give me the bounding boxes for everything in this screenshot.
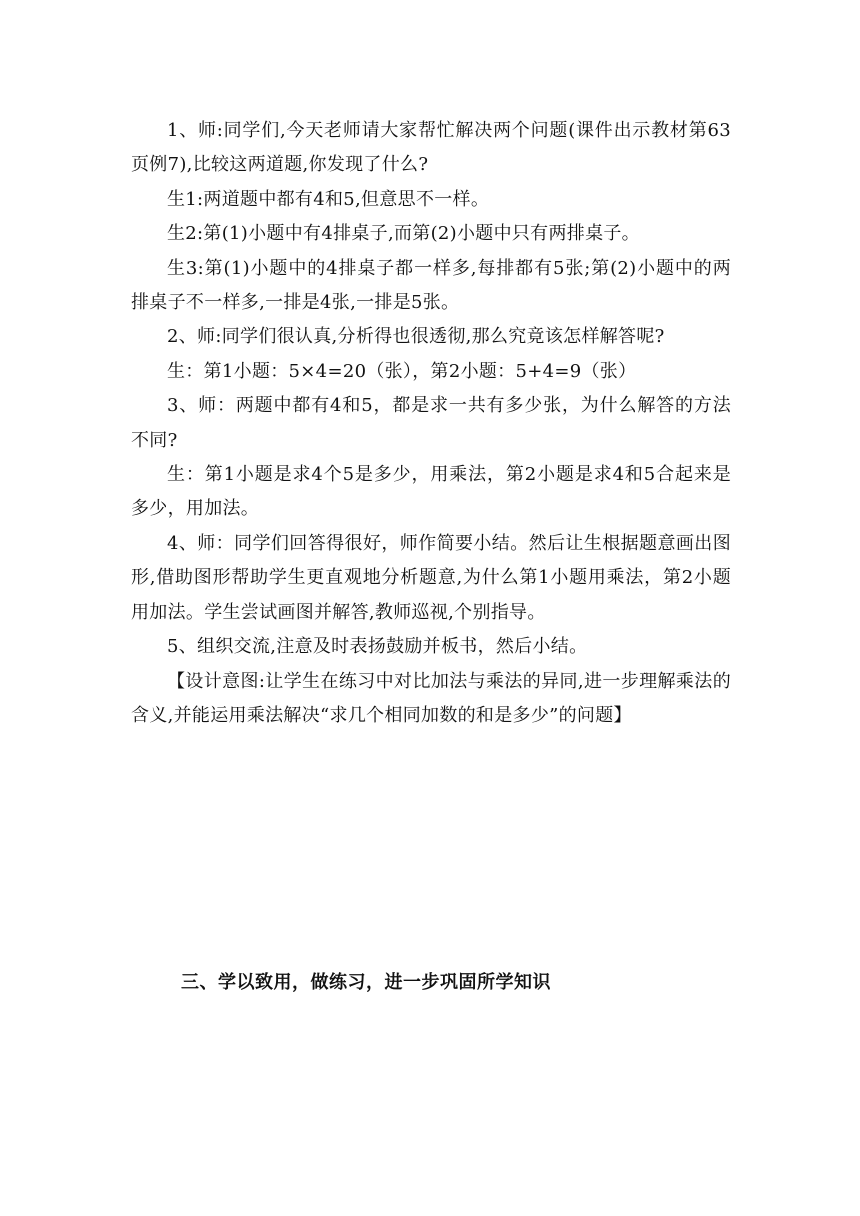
paragraph-student-answer-calc: 生：第1小题：5×4=20（张），第2小题：5+4=9（张） bbox=[167, 360, 637, 382]
paragraph-student-3: 生3:第(1)小题中的4排桌子都一样多,每排都有5张;第(2)小题中的两排桌子不一样多,一排是4张,一排是5张。 bbox=[131, 257, 731, 314]
paragraph-student-1: 生1:两道题中都有4和5,但意思不一样。 bbox=[167, 188, 490, 210]
paragraph-teacher-question-3: 3、师：两题中都有4和5，都是求一共有多少张，为什么解答的方法不同? bbox=[131, 395, 731, 451]
paragraph-teacher-question-1: 1、师:同学们,今天老师请大家帮忙解决两个问题(课件出示教材第63页例7),比较这两道题,你发现了什么? bbox=[131, 120, 731, 176]
paragraph-exchange: 5、组织交流,注意及时表扬鼓励并板书，然后小结。 bbox=[167, 636, 588, 658]
document-body bbox=[131, 114, 731, 733]
paragraph-student-answer-explain: 生：第1小题是求4个5是多少，用乘法，第2小题是求4和5合起来是多少，用加法。 bbox=[131, 464, 731, 520]
paragraph-student-2: 生2:第(1)小题中有4排桌子,而第(2)小题中只有两排桌子。 bbox=[167, 223, 640, 245]
paragraph-design-intent: 【设计意图:让学生在练习中对比加法与乘法的异同,进一步理解乘法的含义,并能运用乘法解决“求几个相同加数的和是多少”的问题】 bbox=[131, 670, 731, 726]
paragraph-teacher-summary: 4、师：同学们回答得很好，师作简要小结。然后让生根据题意画出图形,借助图形帮助学生更直观地分析题意,为什么第1小题用乘法，第2小题用加法。学生尝试画图并解答,教师巡视,个别指导。 bbox=[131, 532, 731, 623]
section-heading: 三、学以致用，做练习，进一步巩固所学知识 bbox=[181, 972, 551, 993]
paragraph-teacher-question-2: 2、师:同学们很认真,分析得也很透彻,那么究竟该怎样解答呢? bbox=[167, 326, 665, 348]
